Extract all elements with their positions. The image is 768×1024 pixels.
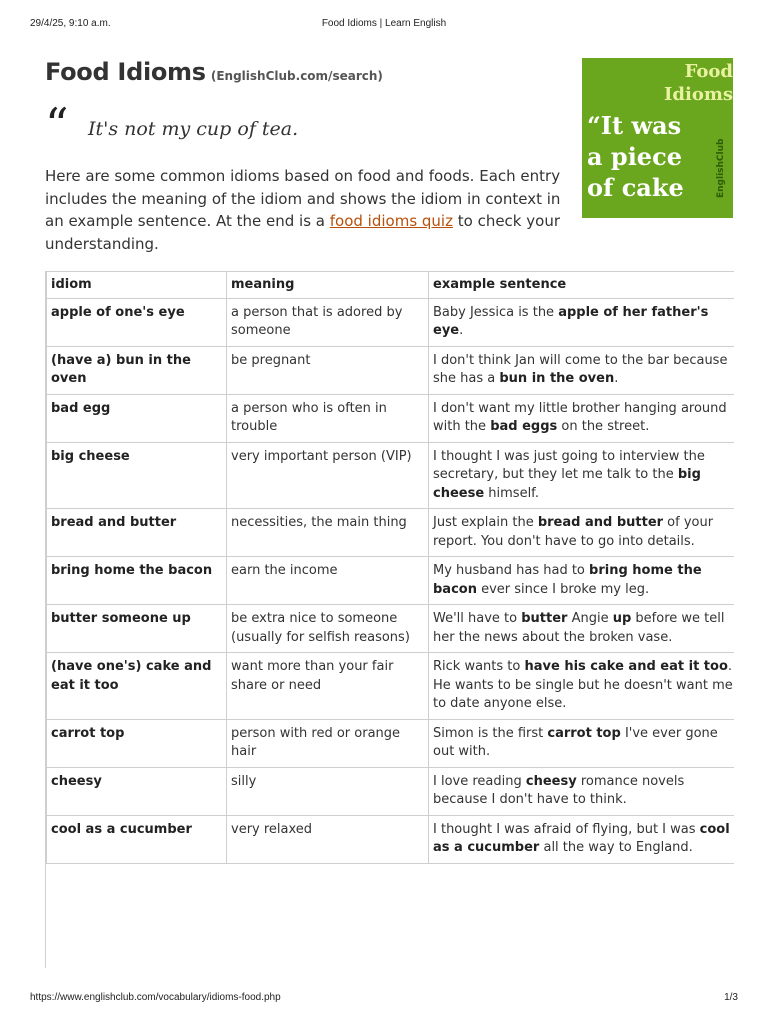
example-idiom-highlight: bread and butter [537,515,664,530]
column-header-meaning: meaning [227,272,429,299]
example-text: before we tell her the news about the broken vase. [433,611,725,645]
promo-quote-line-2: a piece [587,142,682,171]
table-row [47,653,735,720]
meaning-cell: very relaxed [227,815,429,863]
page-title: Food Idioms [45,58,206,86]
meaning-cell: be pregnant [227,346,429,394]
example-text: Angie [567,611,613,626]
intro-paragraph [45,165,575,255]
column-header-example: example sentence [429,272,735,299]
example-cell [429,346,735,394]
example-idiom-highlight: have his cake and eat it too [524,659,728,674]
table-row [47,719,735,767]
meaning-cell: be extra nice to someone (usually for selfish reasons) [227,605,429,653]
example-text: I love reading [433,773,526,789]
example-idiom-highlight: bring home the bacon [433,563,702,597]
title-source: (EnglishClub.com/search) [210,69,383,83]
idiom-cell: cool as a cucumber [47,815,227,863]
table-row [47,442,735,509]
idiom-cell: bread and butter [47,509,227,557]
example-idiom-highlight: bun in the oven [499,371,615,386]
idiom-cell: cheesy [47,767,227,815]
idiom-cell: (have one's) cake and eat it too [47,653,227,720]
table-row [47,815,735,863]
food-idioms-quiz-link[interactable]: food idioms quiz [329,212,453,230]
idiom-cell: bad egg [47,394,227,442]
example-cell [429,815,735,863]
intro-text-end: to check your understanding. [45,212,560,253]
idiom-cell: apple of one's eye [47,298,227,346]
example-text: We'll have to [433,611,522,626]
example-text: Just explain the [433,515,538,530]
meaning-cell: a person who is often in trouble [227,394,429,442]
promo-line-1: Food [684,61,733,82]
example-text: himself. [484,485,539,501]
example-text: . [614,371,619,386]
idiom-cell: bring home the bacon [47,557,227,605]
table-row [47,605,735,653]
example-idiom-highlight: cheesy [525,773,577,789]
example-cell [429,605,735,653]
example-idiom-highlight: bad eggs [490,419,558,434]
meaning-cell: necessities, the main thing [227,509,429,557]
example-idiom-highlight: big cheese [433,467,701,501]
page-number: 1/3 [724,992,738,1003]
example-idiom-highlight: butter [521,611,568,626]
idiom-cell: big cheese [47,442,227,509]
example-cell [429,767,735,815]
idiom-cell: carrot top [47,719,227,767]
example-text: Simon is the first [433,725,548,741]
idioms-table-container [45,271,734,968]
example-cell [429,442,735,509]
example-cell [429,394,735,442]
example-text: I thought I was afraid of flying, but I was [433,821,700,837]
example-text: . [459,323,464,338]
meaning-cell: a person that is adored by someone [227,298,429,346]
example-text: on the street. [557,419,650,434]
promo-line-2: Idioms [663,84,733,105]
example-idiom-highlight: cool as a cucumber [433,821,730,855]
meaning-cell: want more than your fair share or need [227,653,429,720]
promo-heading [664,60,733,106]
example-text: Baby Jessica is the [433,304,559,320]
example-idiom-highlight: up [612,611,632,626]
example-text: I don't think Jan will come to the bar because she has a [433,352,728,386]
quote-mark-icon: “ [45,98,69,152]
example-cell [429,653,735,720]
idiom-cell: (have a) bun in the oven [47,346,227,394]
column-header-idiom: idiom [47,272,227,299]
example-cell [429,509,735,557]
idioms-table [46,271,734,864]
example-text: I thought I was just going to interview the secretary, but they let me talk to the [433,448,705,482]
table-row [47,557,735,605]
example-text: of your report. You don't have to go into details. [433,515,714,549]
example-cell [429,557,735,605]
example-idiom-highlight: carrot top [547,725,621,741]
print-date: 29/4/25, 9:10 a.m. [30,18,111,29]
meaning-cell: silly [227,767,429,815]
table-row [47,509,735,557]
table-row [47,298,735,346]
print-url: https://www.englishclub.com/vocabulary/idioms-food.php [30,992,281,1003]
meaning-cell: very important person (VIP) [227,442,429,509]
title-row [45,58,383,86]
table-row [47,346,735,394]
print-footer [0,992,768,1008]
example-text: I don't want my little brother hanging around with the [433,400,727,434]
meaning-cell: person with red or orange hair [227,719,429,767]
intro-text-start: Here are some common idioms based on food and foods. Each entry includes the meaning of the idiom and shows the idiom in context in an example sentence. At the end is a [45,167,561,230]
example-text: . He wants to be single but he doesn't want me to date anyone else. [433,659,733,711]
meaning-cell: earn the income [227,557,429,605]
table-row [47,767,735,815]
featured-quote: It's not my cup of tea. [88,118,299,140]
example-text: romance novels because I don't have to think. [433,773,685,807]
promo-quote [587,110,684,203]
example-idiom-highlight: apple of her father's eye [433,304,709,338]
example-text: Rick wants to [433,659,525,674]
print-page-title: Food Idioms | Learn English [321,18,447,29]
example-text: ever since I broke my leg. [476,581,650,597]
promo-image [582,58,733,218]
print-header [0,18,768,34]
idiom-cell: butter someone up [47,605,227,653]
table-header-row [47,272,735,299]
promo-quote-line-1: “It was [587,111,682,140]
example-cell [429,719,735,767]
example-cell [429,298,735,346]
promo-brand-logo: EnglishClub [716,138,726,198]
table-row [47,394,735,442]
example-text: I've ever gone out with. [433,725,718,759]
promo-quote-line-3: of cake [587,173,684,202]
example-text: all the way to England. [539,840,693,855]
example-text: My husband has had to [433,563,590,578]
